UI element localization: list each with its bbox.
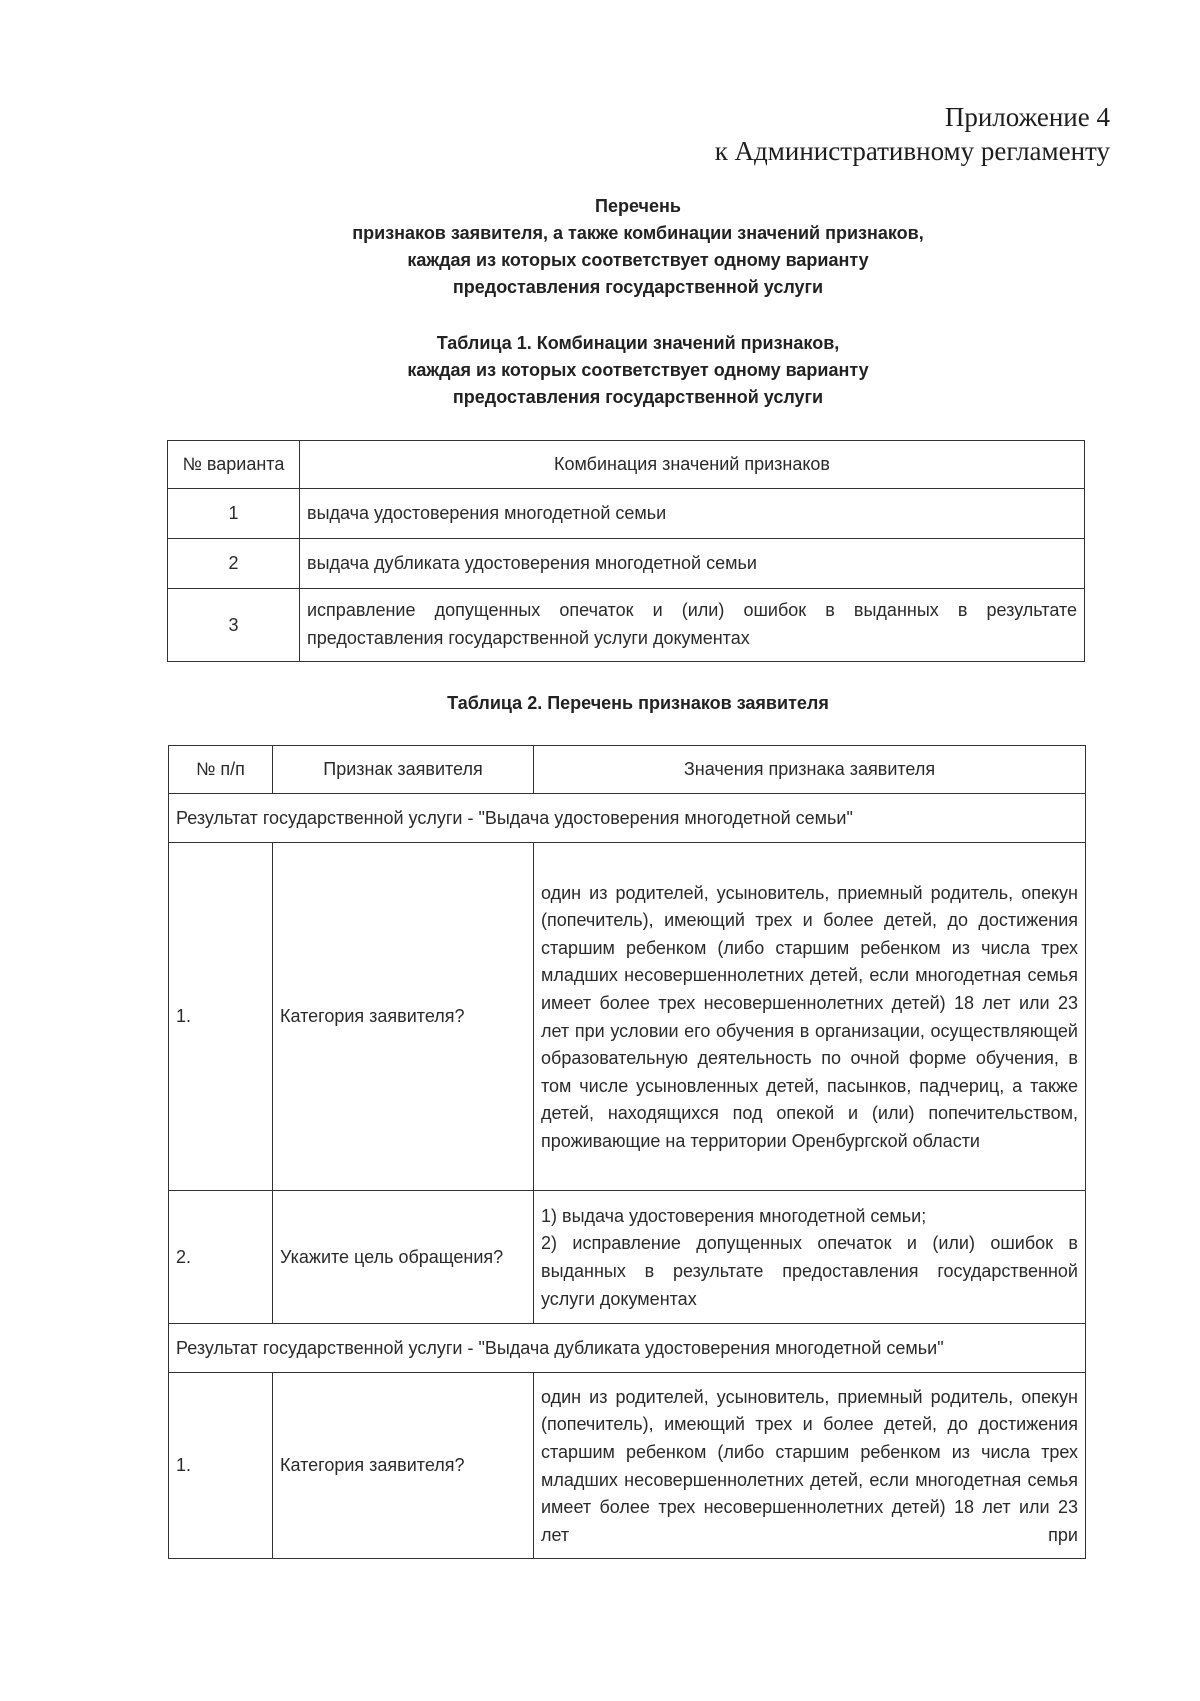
row-number: 1. bbox=[169, 843, 273, 1191]
table-header-row bbox=[169, 746, 1086, 794]
row-number: 1. bbox=[169, 1373, 273, 1559]
caption-line: предоставления государственной услуги bbox=[452, 387, 824, 407]
table-row bbox=[169, 1191, 1086, 1324]
attribute-value bbox=[534, 1191, 1086, 1324]
appendix-header bbox=[715, 100, 1110, 168]
variant-combination: исправление допущенных опечаток и (или) ошибок в выданных в результате предоставления государственной услуги документах bbox=[300, 589, 1085, 662]
variant-number: 3 bbox=[168, 589, 300, 662]
header-cell: Комбинация значений признаков bbox=[300, 441, 1085, 489]
variant-number: 2 bbox=[168, 539, 300, 589]
header-cell: Значения признака заявителя bbox=[534, 746, 1086, 794]
section-row bbox=[169, 794, 1086, 843]
title-line: каждая из которых соответствует одному варианту bbox=[407, 250, 869, 270]
title-line: предоставления государственной услуги bbox=[452, 277, 824, 297]
table1-caption bbox=[0, 330, 1200, 411]
table-row bbox=[168, 539, 1085, 589]
section-row bbox=[169, 1324, 1086, 1373]
row-number: 2. bbox=[169, 1191, 273, 1324]
attribute-name: Категория заявителя? bbox=[273, 1373, 534, 1559]
caption-line: каждая из которых соответствует одному варианту bbox=[407, 360, 869, 380]
attribute-name: Укажите цель обращения? bbox=[273, 1191, 534, 1324]
table-row bbox=[169, 1373, 1086, 1559]
value-line: 1) выдача удостоверения многодетной семьи; bbox=[541, 1205, 927, 1226]
appendix-reference: к Административному регламенту bbox=[714, 136, 1110, 166]
section-title: Результат государственной услуги - "Выдача удостоверения многодетной семьи" bbox=[169, 794, 1086, 843]
applicant-attributes-table bbox=[168, 745, 1086, 1559]
caption-line: Таблица 1. Комбинации значений признаков, bbox=[436, 333, 840, 353]
table-row bbox=[169, 843, 1086, 1191]
header-cell: № варианта bbox=[168, 441, 300, 489]
table2-caption: Таблица 2. Перечень признаков заявителя bbox=[447, 693, 829, 713]
attribute-name: Категория заявителя? bbox=[273, 843, 534, 1191]
title-line: признаков заявителя, а также комбинации значений признаков, bbox=[352, 223, 924, 243]
appendix-number: Приложение 4 bbox=[944, 102, 1110, 132]
variants-table bbox=[167, 440, 1085, 662]
section-title: Результат государственной услуги - "Выдача дубликата удостоверения многодетной семьи" bbox=[169, 1324, 1086, 1373]
variant-number: 1 bbox=[168, 489, 300, 539]
variant-combination: выдача удостоверения многодетной семьи bbox=[300, 489, 1085, 539]
header-cell: № п/п bbox=[169, 746, 273, 794]
title-line: Перечень bbox=[595, 196, 681, 216]
variant-combination: выдача дубликата удостоверения многодетной семьи bbox=[300, 539, 1085, 589]
attribute-value: один из родителей, усыновитель, приемный родитель, опекун (попечитель), имеющий трех и более детей, до достижения старшим ребенком (либо старшим ребенком из числа трех младших несовершеннолетних детей, если многодетная семья имеет более трех несовершеннолетних детей) 18 лет или 23 лет при bbox=[534, 1373, 1086, 1559]
table-row bbox=[168, 489, 1085, 539]
table-row bbox=[168, 589, 1085, 662]
table-header-row bbox=[168, 441, 1085, 489]
value-line: 2) исправление допущенных опечаток и (или) ошибок в выданных в результате предоставления государственной услуги документах bbox=[541, 1233, 1078, 1309]
document-title bbox=[0, 193, 1200, 301]
header-cell: Признак заявителя bbox=[273, 746, 534, 794]
attribute-value: один из родителей, усыновитель, приемный родитель, опекун (попечитель), имеющий трех и более детей, до достижения старшим ребенком (либо старшим ребенком из числа трех младших несовершеннолетних детей, если многодетная семья имеет более трех несовершеннолетних детей) 18 лет или 23 лет при условии его обучения в организации, осуществляющей образовательную деятельность по очной форме обучения, в том числе усыновленных детей, пасынков, падчериц, а также детей, находящихся под опекой и (или) попечительством, проживающие на территории Оренбургской области bbox=[534, 843, 1086, 1191]
